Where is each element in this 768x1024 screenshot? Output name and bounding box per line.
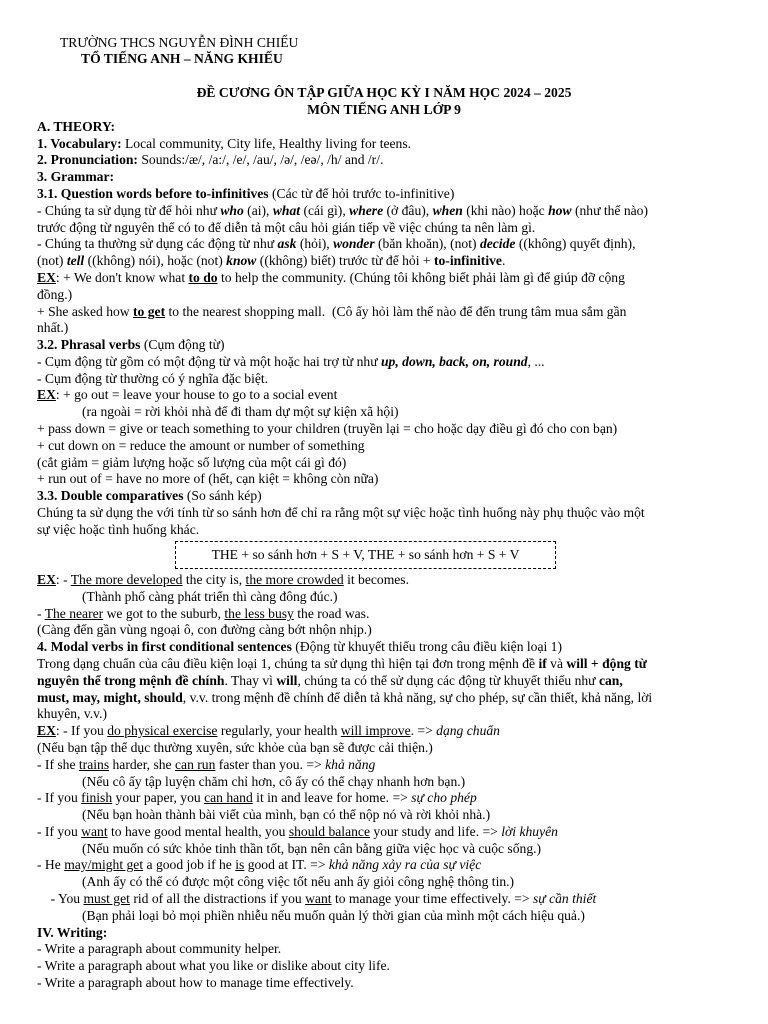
text-run: - Chúng ta sử dụng từ để hỏi như bbox=[37, 203, 221, 218]
text-run: must, may, might, should bbox=[37, 690, 183, 705]
text-run: (Nếu bạn tập thể dục thường xuyên, sức khỏe của bạn sẽ được cải thiện.) bbox=[37, 740, 433, 755]
text-line bbox=[37, 522, 732, 539]
text-run: what bbox=[272, 203, 301, 218]
text-run: rid of all the distractions if you bbox=[129, 891, 306, 906]
text-line bbox=[37, 891, 732, 908]
text-run: - Write a paragraph about what you like or dislike about city life. bbox=[37, 958, 390, 973]
text-run: 3.2. Phrasal verbs bbox=[37, 337, 141, 352]
text-run: to the nearest shopping mall. (Cô ấy hỏi làm thế nào để đến trung tâm mua sắm gần bbox=[165, 304, 627, 319]
text-run: EX bbox=[37, 270, 56, 285]
school-name: TRƯỜNG THCS NGUYỄN ĐÌNH CHIỂU bbox=[60, 35, 299, 50]
text-run: can run bbox=[175, 757, 216, 772]
text-run: ((không) nói), hoặc (not) bbox=[84, 253, 227, 268]
text-line bbox=[82, 841, 732, 858]
text-run: Local community, City life, Healthy living for teens. bbox=[121, 136, 412, 151]
text-run: tell bbox=[66, 253, 85, 268]
text-run: (Càng đến gần vùng ngoại ô, con đường càng bớt nhộn nhịp.) bbox=[37, 622, 372, 637]
text-run: (Động từ khuyết thiếu trong câu điều kiện loại 1) bbox=[291, 639, 563, 654]
text-run: khả năng xảy ra của sự việc bbox=[328, 857, 482, 872]
text-run: (not) bbox=[37, 253, 67, 268]
text-run: (Các từ để hỏi trước to-infinitive) bbox=[268, 186, 455, 201]
text-run: EX bbox=[37, 723, 56, 738]
text-run: (ở đâu), bbox=[383, 203, 433, 218]
formula-box bbox=[175, 541, 556, 569]
text-line bbox=[37, 270, 732, 287]
text-run: when bbox=[432, 203, 463, 218]
text-run: wonder bbox=[333, 236, 375, 251]
text-line bbox=[37, 824, 732, 841]
text-run: + She asked how bbox=[37, 304, 134, 319]
text-run: will bbox=[276, 673, 298, 688]
text-line bbox=[37, 421, 732, 438]
text-run: will improve bbox=[340, 723, 411, 738]
text-run: khuyên, v.v.) bbox=[37, 706, 107, 721]
text-line bbox=[37, 304, 732, 321]
text-run: (Nếu bạn hoàn thành bài viết của mình, bạn có thể nộp nó và rời khỏi nhà.) bbox=[82, 807, 491, 822]
text-line bbox=[37, 706, 732, 723]
text-run: , v.v. trong mệnh đề chính để diễn tả khả năng, sự cho phép, sự cần thiết, khả năng, lời bbox=[182, 690, 653, 705]
text-run: dạng chuẩn bbox=[436, 723, 500, 738]
text-line bbox=[37, 186, 732, 203]
text-line bbox=[37, 656, 732, 673]
text-run: IV. Writing: bbox=[37, 925, 108, 940]
text-line bbox=[37, 337, 732, 354]
text-line bbox=[37, 320, 732, 337]
text-run: : + We don't know what bbox=[55, 270, 189, 285]
text-run: sự cần thiết bbox=[532, 891, 597, 906]
text-run: EX bbox=[37, 572, 56, 587]
text-line bbox=[37, 488, 732, 505]
text-run: nguyên thể trong mệnh đề chính bbox=[37, 673, 225, 688]
text-run: a good job if he bbox=[143, 857, 236, 872]
text-run: - bbox=[37, 606, 45, 621]
text-line bbox=[37, 723, 732, 740]
text-run: want bbox=[305, 891, 332, 906]
text-run: can, bbox=[598, 673, 623, 688]
text-line bbox=[82, 774, 732, 791]
text-line bbox=[37, 203, 732, 220]
text-run: (ai), bbox=[243, 203, 273, 218]
text-line bbox=[37, 253, 732, 270]
text-run: to manage your time effectively. => bbox=[331, 891, 533, 906]
text-run: to do bbox=[188, 270, 218, 285]
text-run: . bbox=[501, 253, 506, 268]
text-line bbox=[37, 287, 732, 304]
text-run: to get bbox=[133, 304, 166, 319]
text-run: (cắt giảm = giảm lượng hoặc số lượng của một cái gì đó) bbox=[37, 455, 347, 470]
document-title: ĐỀ CƯƠNG ÔN TẬP GIỮA HỌC KỲ I NĂM HỌC 2024 – 2025 bbox=[196, 85, 572, 100]
text-run: , ... bbox=[527, 354, 545, 369]
text-run: - Write a paragraph about how to manage time effectively. bbox=[37, 975, 354, 990]
text-run: ask bbox=[277, 236, 297, 251]
text-run: - You bbox=[37, 891, 84, 906]
text-run: to help the community. (Chúng tôi không biết phải làm gì để giúp đỡ cộng bbox=[217, 270, 625, 285]
text-run: 2. Pronunciation: bbox=[37, 152, 138, 167]
text-line bbox=[82, 874, 732, 891]
text-run: (cái gì), bbox=[300, 203, 350, 218]
text-run: (hỏi), bbox=[296, 236, 334, 251]
text-run: (khi nào) hoặc bbox=[462, 203, 549, 218]
text-run: faster than you. => bbox=[215, 757, 326, 772]
text-line bbox=[37, 925, 732, 942]
text-line bbox=[37, 606, 732, 623]
text-run: - Cụm động từ thường có ý nghĩa đặc biệt. bbox=[37, 371, 269, 386]
text-run: - Write a paragraph about community helper. bbox=[37, 941, 282, 956]
text-line bbox=[37, 673, 732, 690]
text-run: sự cho phép bbox=[411, 790, 477, 805]
text-line bbox=[37, 740, 732, 757]
text-line bbox=[37, 790, 732, 807]
text-run: 1. Vocabulary: bbox=[37, 136, 122, 151]
text-run: finish bbox=[81, 790, 113, 805]
text-line bbox=[82, 908, 732, 925]
text-run: : - bbox=[55, 572, 71, 587]
text-run: do physical exercise bbox=[107, 723, 218, 738]
text-line bbox=[37, 857, 732, 874]
text-run: (Bạn phải loại bỏ mọi phiền nhiễu nếu muốn quản lý thời gian của mình một cách hiệu quả.) bbox=[82, 908, 585, 923]
text-run: up, down, back, on, round bbox=[381, 354, 528, 369]
text-run: we got to the suburb, bbox=[103, 606, 225, 621]
text-run: + pass down = give or teach something to your children (truyền lại = cho hoặc dạy điều gì đó cho con bạn) bbox=[37, 421, 618, 436]
text-line bbox=[37, 572, 732, 589]
text-line bbox=[37, 136, 732, 153]
text-run: who bbox=[220, 203, 244, 218]
text-run: Trong dạng chuẩn của câu điều kiện loại 1, chúng ta sử dụng thì hiện tại đơn trong mệnh đề bbox=[37, 656, 539, 671]
department-name: TỔ TIẾNG ANH – NĂNG KHIẾU bbox=[81, 51, 283, 66]
double-comparative-formula: THE + so sánh hơn + S + V, THE + so sánh hơn + S + V bbox=[211, 547, 520, 562]
text-line bbox=[37, 236, 732, 253]
text-run: (Nếu muốn có sức khỏe tinh thần tốt, bạn nên cân bằng giữa việc học và cuộc sống.) bbox=[82, 841, 542, 856]
text-run: (ra ngoài = rời khỏi nhà để đi tham dự một sự kiện xã hội) bbox=[82, 404, 399, 419]
text-run: the less busy bbox=[224, 606, 294, 621]
text-run: (So sánh kép) bbox=[183, 488, 262, 503]
text-run: - Cụm động từ gồm có một động từ và một hoặc hai trợ từ như bbox=[37, 354, 381, 369]
text-line bbox=[37, 438, 732, 455]
text-run: The more developed bbox=[70, 572, 183, 587]
text-run: (Anh ấy có thể có được một công việc tốt nếu anh ấy giỏi công nghệ thông tin.) bbox=[82, 874, 515, 889]
text-run: the city is, bbox=[182, 572, 246, 587]
text-run: - Chúng ta thường sử dụng các động từ như bbox=[37, 236, 278, 251]
text-run: A. THEORY: bbox=[37, 119, 116, 134]
text-run: know bbox=[226, 253, 257, 268]
text-run: where bbox=[349, 203, 384, 218]
text-run: will + động từ bbox=[566, 656, 647, 671]
text-run: , chúng ta có thể sử dụng các động từ khuyết thiếu như bbox=[297, 673, 599, 688]
text-run: to-infinitive bbox=[433, 253, 502, 268]
text-run: Sounds:/æ/, /a:/, /e/, /au/, /ə/, /eə/, /h/ and /r/. bbox=[137, 152, 384, 167]
text-run: và bbox=[546, 656, 567, 671]
text-run: it becomes. bbox=[343, 572, 409, 587]
text-run: 3. Grammar: bbox=[37, 169, 115, 184]
text-run: - If you bbox=[37, 824, 82, 839]
text-run: : - If you bbox=[55, 723, 108, 738]
text-line bbox=[37, 505, 732, 522]
document-subtitle: MÔN TIẾNG ANH LỚP 9 bbox=[307, 102, 461, 117]
text-run: trước động từ nguyên thể có to để diễn tả một câu hỏi gián tiếp về việc chúng ta nên làm gì. bbox=[37, 220, 536, 235]
text-line bbox=[37, 455, 732, 472]
text-line bbox=[37, 958, 732, 975]
text-line bbox=[37, 387, 732, 404]
text-line bbox=[37, 354, 732, 371]
text-run: decide bbox=[479, 236, 516, 251]
text-run: the road was. bbox=[293, 606, 370, 621]
text-line bbox=[82, 589, 732, 606]
text-run: - If you bbox=[37, 790, 82, 805]
text-line bbox=[37, 471, 732, 488]
text-run: The nearer bbox=[44, 606, 104, 621]
text-run: đồng.) bbox=[37, 287, 73, 302]
text-run: must get bbox=[83, 891, 130, 906]
text-run: good at IT. => bbox=[244, 857, 329, 872]
text-run: EX bbox=[37, 387, 56, 402]
text-run: (băn khoăn), (not) bbox=[374, 236, 480, 251]
text-run: 4. Modal verbs in first conditional sentences bbox=[37, 639, 292, 654]
text-line bbox=[37, 371, 732, 388]
text-run: 3.3. Double comparatives bbox=[37, 488, 184, 503]
text-run: if bbox=[538, 656, 547, 671]
text-run: Chúng ta sử dụng the với tính từ so sánh hơn để chỉ ra rằng một sự việc hoặc tình huống này phụ thuộc vào một bbox=[37, 505, 645, 520]
text-line bbox=[37, 169, 732, 186]
text-run: ((không) quyết định), bbox=[515, 236, 636, 251]
text-line bbox=[82, 807, 732, 824]
text-line bbox=[37, 941, 732, 958]
text-run: the more crowded bbox=[245, 572, 344, 587]
text-line bbox=[37, 639, 732, 656]
text-run: trains bbox=[78, 757, 110, 772]
text-run: regularly, your health bbox=[217, 723, 341, 738]
text-run: + cut down on = reduce the amount or number of something bbox=[37, 438, 365, 453]
text-run: lời khuyên bbox=[501, 824, 558, 839]
text-run: (Nếu cô ấy tập luyện chăm chỉ hơn, cô ấy có thể chạy nhanh hơn bạn.) bbox=[82, 774, 466, 789]
text-run: is bbox=[235, 857, 245, 872]
text-run: 3.1. Question words before to-infinitives bbox=[37, 186, 269, 201]
text-run: your study and life. => bbox=[370, 824, 502, 839]
text-run: (Cụm động từ) bbox=[140, 337, 225, 352]
text-run: may/might get bbox=[64, 857, 144, 872]
text-run: your paper, you bbox=[112, 790, 205, 805]
text-run: harder, she bbox=[109, 757, 175, 772]
text-run: should balance bbox=[288, 824, 370, 839]
text-run: khả năng bbox=[325, 757, 376, 772]
text-line bbox=[37, 690, 732, 707]
text-run: to have good mental health, you bbox=[107, 824, 289, 839]
text-run: want bbox=[81, 824, 108, 839]
text-line bbox=[37, 757, 732, 774]
text-run: - He bbox=[37, 857, 65, 872]
text-run: can hand bbox=[204, 790, 253, 805]
text-line bbox=[37, 152, 732, 169]
text-run: (như thế nào) bbox=[571, 203, 649, 218]
text-line bbox=[37, 220, 732, 237]
text-run: how bbox=[548, 203, 572, 218]
text-run: nhất.) bbox=[37, 320, 69, 335]
text-run: . Thay vì bbox=[224, 673, 277, 688]
text-line bbox=[37, 975, 732, 992]
text-run: it in and leave for home. => bbox=[252, 790, 412, 805]
text-line bbox=[37, 622, 732, 639]
text-run: . => bbox=[410, 723, 437, 738]
text-run: ((không) biết) trước từ để hỏi + bbox=[256, 253, 434, 268]
text-line bbox=[82, 404, 732, 421]
text-run: + run out of = have no more of (hết, cạn kiệt = không còn nữa) bbox=[37, 471, 379, 486]
text-line bbox=[37, 119, 732, 136]
text-run: sự việc hoặc tình huống khác. bbox=[37, 522, 200, 537]
text-run: : + go out = leave your house to go to a social event bbox=[55, 387, 338, 402]
text-run: - If she bbox=[37, 757, 79, 772]
text-run: (Thành phố càng phát triển thì càng đông đúc.) bbox=[82, 589, 338, 604]
